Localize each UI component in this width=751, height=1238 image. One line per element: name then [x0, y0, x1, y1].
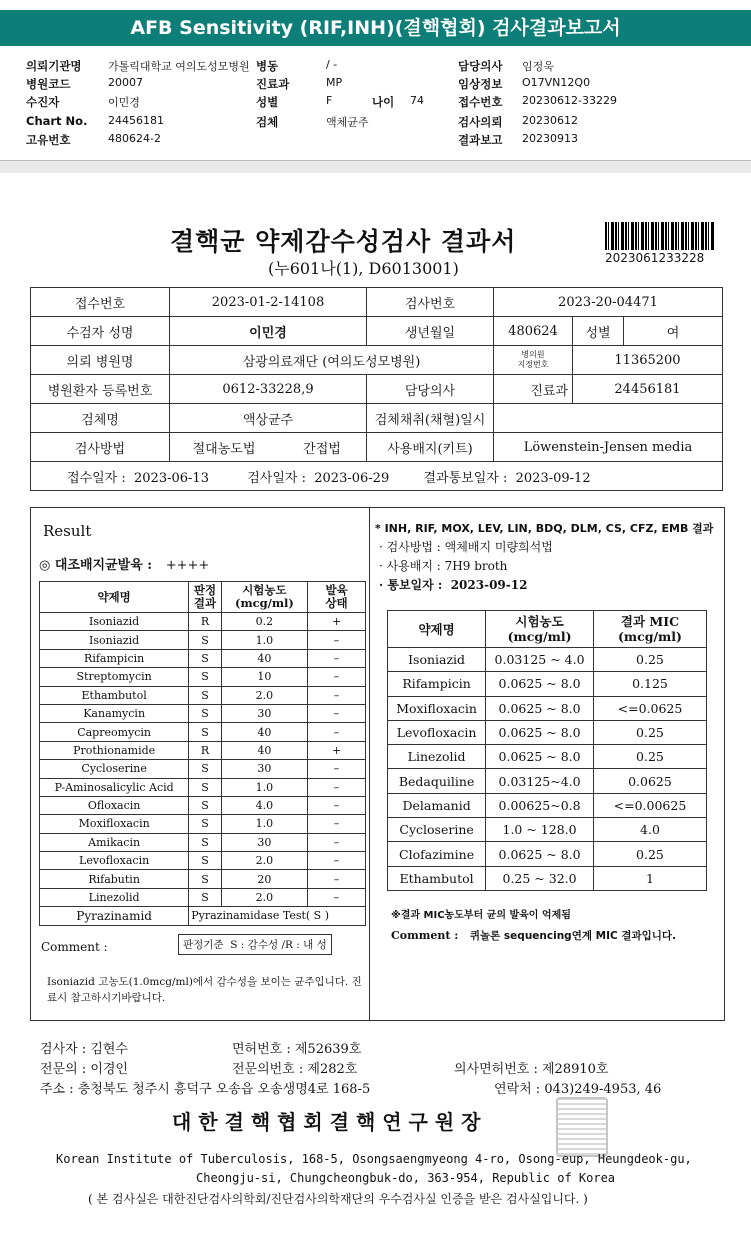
header-value: / - — [326, 58, 338, 71]
header-value: 20230612 — [522, 114, 578, 127]
table-cell: R — [189, 741, 222, 759]
table-cell: 30 — [221, 704, 307, 722]
table-cell: S — [189, 870, 222, 888]
table-row — [40, 686, 366, 704]
info-value: 이민경 — [170, 317, 367, 346]
table-cell: 0.25 ~ 32.0 — [486, 866, 594, 890]
table-cell: Pyrazinamid — [40, 907, 189, 925]
table-cell: Bedaquiline — [388, 769, 486, 793]
table-cell: 30 — [221, 760, 307, 778]
header-label: 결과보고 — [458, 133, 503, 147]
patient-info-table — [30, 287, 723, 491]
table-cell: S — [189, 723, 222, 741]
table-cell: S — [189, 704, 222, 722]
table-cell: + — [308, 741, 366, 759]
header-value: 액체균주 — [326, 116, 369, 129]
table-cell: 0.25 — [593, 720, 706, 744]
specialist: 전문의 : 이경인 — [40, 1062, 128, 1077]
header-label: 고유번호 — [26, 133, 71, 147]
mic-date: · 통보일자 : 2023-09-12 — [379, 578, 528, 592]
table-row — [388, 818, 707, 842]
license-number: 면허번호 : 제52639호 — [232, 1042, 362, 1057]
header-label: 진료과 — [256, 77, 290, 91]
info-label: 성별 — [573, 317, 624, 346]
info-value: 여 — [624, 317, 723, 346]
table-cell: 40 — [221, 649, 307, 667]
table-row — [40, 796, 366, 814]
table-cell: 0.0625 ~ 8.0 — [486, 720, 594, 744]
table-cell: 40 — [221, 723, 307, 741]
doctor-license-number: 의사면허번호 : 제28910호 — [454, 1062, 609, 1077]
table-cell: S — [189, 631, 222, 649]
table-cell: <=0.00625 — [593, 793, 706, 817]
table-cell: 0.0625 ~ 8.0 — [486, 842, 594, 866]
table-row — [40, 888, 366, 906]
table-row — [40, 852, 366, 870]
table-cell: S — [189, 852, 222, 870]
table-cell: – — [308, 852, 366, 870]
table-cell: – — [308, 815, 366, 833]
table-cell: P-Aminosalicylic Acid — [40, 778, 189, 796]
info-value: 액상균주 — [170, 404, 367, 433]
table-cell: 2.0 — [221, 686, 307, 704]
header-value: 20230612-33229 — [522, 94, 617, 107]
header-value: 가톨릭대학교 여의도성모병원 — [108, 60, 250, 73]
table-cell: – — [308, 888, 366, 906]
info-label: 검사번호 — [367, 288, 494, 317]
table-cell: Moxifloxacin — [388, 696, 486, 720]
table-cell: – — [308, 668, 366, 686]
table-cell: – — [308, 870, 366, 888]
table-row — [388, 769, 707, 793]
table-cell: Cycloserine — [388, 818, 486, 842]
header-label: 나이 — [372, 95, 395, 109]
header-value: 480624-2 — [108, 132, 161, 145]
table-cell: Isoniazid — [40, 631, 189, 649]
report-header — [0, 54, 751, 154]
info-value: 24456181 — [573, 375, 723, 404]
mic-note: ※결과 MIC농도부터 균의 발육이 억제됨 — [391, 910, 571, 921]
mic-comment: Comment : 퀴놀론 sequencing연계 MIC 결과입니다. — [391, 929, 677, 942]
mic-result-table — [387, 610, 707, 891]
table-cell: Rifampicin — [40, 649, 189, 667]
table-cell: 40 — [221, 741, 307, 759]
table-cell: S — [189, 833, 222, 851]
table-cell: Capreomycin — [40, 723, 189, 741]
column-header: 시험농도 (mcg/ml) — [486, 611, 594, 648]
table-cell: Linezolid — [388, 745, 486, 769]
examiner: 검사자 : 김현수 — [40, 1042, 128, 1057]
table-cell: 1.0 — [221, 778, 307, 796]
info-label: 검사방법 — [31, 433, 170, 462]
contact: 연락처 : 043)249-4953, 46 — [494, 1082, 662, 1097]
address: 주소 : 충청북도 청주시 흥덕구 오송읍 오송생명4로 168-5 — [40, 1082, 371, 1097]
english-address-line2: Cheongju-si, Chungcheongbuk-do, 363-954, Republic of Korea — [196, 1171, 616, 1185]
table-row — [40, 760, 366, 778]
table-cell: Pyrazinamidase Test( S ) — [189, 907, 366, 925]
table-row — [388, 866, 707, 890]
table-cell: + — [308, 613, 366, 631]
table-row — [40, 668, 366, 686]
table-cell: – — [308, 778, 366, 796]
table-cell: Streptomycin — [40, 668, 189, 686]
table-cell: – — [308, 833, 366, 851]
column-header: 판정 결과 — [189, 582, 222, 613]
table-cell: Ethambutol — [40, 686, 189, 704]
header-label: 검체 — [256, 115, 279, 129]
institute-name: 대 한 결 핵 협 회 결 핵 연 구 원 장 — [172, 1110, 481, 1134]
header-label: 수진자 — [26, 95, 60, 109]
table-cell: 30 — [221, 833, 307, 851]
header-label: 검사의뢰 — [458, 115, 503, 129]
table-cell: 0.0625 ~ 8.0 — [486, 745, 594, 769]
table-cell: Linezolid — [40, 888, 189, 906]
table-row — [40, 631, 366, 649]
info-value: 삼광의료재단 (여의도성모병원) — [170, 346, 494, 375]
info-value: 480624 — [494, 317, 573, 346]
info-label: 검체명 — [31, 404, 170, 433]
table-cell: 0.2 — [221, 613, 307, 631]
table-row — [388, 720, 707, 744]
info-value: 간접법 — [278, 433, 367, 462]
criteria-box: 판정기준 S : 감수성 /R : 내 성 — [178, 934, 332, 955]
table-cell: – — [308, 723, 366, 741]
table-cell: 1.0 — [221, 631, 307, 649]
column-header: 결과 MIC (mcg/ml) — [593, 611, 706, 648]
header-label: 접수번호 — [458, 95, 503, 109]
info-label: 진료과 — [494, 375, 573, 404]
table-row — [388, 696, 707, 720]
table-cell: S — [189, 649, 222, 667]
table-cell: Prothionamide — [40, 741, 189, 759]
result-heading: Result — [43, 522, 92, 540]
table-row — [388, 648, 707, 672]
mic-heading: * INH, RIF, MOX, LEV, LIN, BDQ, DLM, CS, CFZ, EMB 결과 — [375, 522, 714, 535]
table-cell: – — [308, 686, 366, 704]
info-label: 사용배지(키트) — [367, 433, 494, 462]
table-row — [388, 672, 707, 696]
table-row — [40, 704, 366, 722]
table-cell: 1 — [593, 866, 706, 890]
scanned-report-sheet — [0, 172, 751, 1238]
info-label: 접수번호 — [31, 288, 170, 317]
column-header: 약제명 — [388, 611, 486, 648]
info-value: 절대농도법 — [170, 433, 279, 462]
table-row — [40, 907, 366, 925]
table-cell: Ofloxacin — [40, 796, 189, 814]
header-value: 20230913 — [522, 132, 578, 145]
barcode-icon — [605, 222, 715, 250]
table-cell: S — [189, 796, 222, 814]
table-cell: Moxifloxacin — [40, 815, 189, 833]
table-cell: S — [189, 760, 222, 778]
table-cell: S — [189, 888, 222, 906]
table-cell: 0.25 — [593, 842, 706, 866]
info-label: 담당의사 — [367, 375, 494, 404]
table-row — [40, 778, 366, 796]
table-cell: Kanamycin — [40, 704, 189, 722]
table-row — [40, 870, 366, 888]
table-cell: Isoniazid — [388, 648, 486, 672]
table-cell: 0.0625 — [593, 769, 706, 793]
header-label: 의뢰기관명 — [26, 59, 82, 73]
comment-text: Isoniazid 고농도(1.0mcg/ml)에서 감수성을 보이는 균주입니다. 진료시 참고하시기바랍니다. — [47, 976, 362, 1004]
table-cell: Cycloserine — [40, 760, 189, 778]
barcode-number: 2023061233228 — [605, 251, 705, 265]
table-cell: 2.0 — [221, 852, 307, 870]
column-header: 발육 상태 — [308, 582, 366, 613]
header-value: F — [326, 94, 333, 107]
table-cell: Levofloxacin — [40, 852, 189, 870]
header-value: 74 — [410, 94, 424, 107]
table-cell: S — [189, 815, 222, 833]
info-value — [494, 404, 723, 433]
official-seal-icon — [556, 1097, 608, 1157]
table-cell: – — [308, 760, 366, 778]
table-cell: Ethambutol — [388, 866, 486, 890]
table-cell: 4.0 — [221, 796, 307, 814]
table-cell: 20 — [221, 870, 307, 888]
info-label: 검체채취(채혈)일시 — [367, 404, 494, 433]
header-label: 담당의사 — [458, 59, 503, 73]
info-value: Löwenstein-Jensen media — [494, 433, 723, 462]
table-cell: 0.25 — [593, 648, 706, 672]
table-row — [40, 815, 366, 833]
table-row — [40, 723, 366, 741]
table-cell: Amikacin — [40, 833, 189, 851]
table-cell: 0.25 — [593, 745, 706, 769]
certification-note: ( 본 검사실은 대한진단검사의학회/진단검사의학재단의 우수검사실 인증을 받은 검사실입니다. ) — [88, 1192, 588, 1206]
table-cell: 0.00625~0.8 — [486, 793, 594, 817]
info-label: 수검자 성명 — [31, 317, 170, 346]
table-row — [40, 649, 366, 667]
control-growth: ◎ 대조배지균발육 : ++++ — [39, 558, 210, 573]
table-row — [40, 833, 366, 851]
table-cell: Isoniazid — [40, 613, 189, 631]
table-cell: 0.03125~4.0 — [486, 769, 594, 793]
table-cell: – — [308, 796, 366, 814]
table-row — [388, 842, 707, 866]
info-label: 병의원 지정번호 — [494, 346, 573, 375]
table-cell: <=0.0625 — [593, 696, 706, 720]
result-section — [30, 507, 725, 1021]
info-value: 2023-01-2-14108 — [170, 288, 367, 317]
column-header: 시험농도 (mcg/ml) — [221, 582, 307, 613]
header-label: 병원코드 — [26, 77, 71, 91]
info-label: 생년월일 — [367, 317, 494, 346]
table-row — [40, 741, 366, 759]
table-cell: 0.125 — [593, 672, 706, 696]
header-value: MP — [326, 76, 343, 89]
table-cell: – — [308, 631, 366, 649]
specialist-number: 전문의번호 : 제282호 — [232, 1062, 358, 1077]
table-cell: Clofazimine — [388, 842, 486, 866]
table-cell: 1.0 ~ 128.0 — [486, 818, 594, 842]
table-row — [40, 613, 366, 631]
header-label: Chart No. — [26, 114, 88, 128]
table-cell: Levofloxacin — [388, 720, 486, 744]
header-value: O17VN12Q0 — [522, 76, 591, 89]
info-value: 11365200 — [573, 346, 723, 375]
divider — [369, 508, 370, 1020]
info-label: 병원환자 등록번호 — [31, 375, 170, 404]
comment-label: Comment : — [41, 940, 108, 954]
column-header: 약제명 — [40, 582, 189, 613]
table-row — [388, 793, 707, 817]
table-cell: Rifabutin — [40, 870, 189, 888]
table-cell: Delamanid — [388, 793, 486, 817]
report-subtitle: (누601나(1), D6013001) — [268, 259, 459, 278]
table-cell: – — [308, 649, 366, 667]
table-cell: – — [308, 704, 366, 722]
table-cell: 4.0 — [593, 818, 706, 842]
header-label: 성별 — [256, 95, 279, 109]
header-value: 24456181 — [108, 114, 164, 127]
table-cell: S — [189, 668, 222, 686]
table-cell: S — [189, 686, 222, 704]
table-cell: R — [189, 613, 222, 631]
table-cell: 0.0625 ~ 8.0 — [486, 672, 594, 696]
info-value: 0612-33228,9 — [170, 375, 367, 404]
info-value: 2023-20-04471 — [494, 288, 723, 317]
mic-medium: · 사용배지 : 7H9 broth — [379, 559, 508, 573]
table-cell: Rifampicin — [388, 672, 486, 696]
table-row — [388, 745, 707, 769]
table-cell: 1.0 — [221, 815, 307, 833]
info-label: 의뢰 병원명 — [31, 346, 170, 375]
header-value: 이민경 — [108, 96, 140, 109]
date-row: 접수일자 : 2023-06-13 검사일자 : 2023-06-29 결과통보일자 : 2023-09-12 — [31, 462, 723, 491]
header-label: 임상정보 — [458, 77, 503, 91]
table-cell: 10 — [221, 668, 307, 686]
table-cell: 0.03125 ~ 4.0 — [486, 648, 594, 672]
table-cell: S — [189, 778, 222, 796]
report-title: 결핵균 약제감수성검사 결과서 — [170, 227, 517, 256]
disk-result-table — [39, 581, 366, 926]
table-cell: 0.0625 ~ 8.0 — [486, 696, 594, 720]
header-value: 20007 — [108, 76, 143, 89]
mic-method: · 검사방법 : 액체배지 미량희석법 — [379, 540, 553, 554]
header-value: 임정욱 — [522, 60, 554, 73]
report-banner: AFB Sensitivity (RIF,INH)(결핵협회) 검사결과보고서 — [0, 10, 751, 46]
english-address-line1: Korean Institute of Tuberculosis, 168-5, Osongsaengmyeong 4-ro, Osong-eup, Heungdeok-gu, — [56, 1152, 692, 1166]
table-cell: 2.0 — [221, 888, 307, 906]
header-label: 병동 — [256, 59, 279, 73]
